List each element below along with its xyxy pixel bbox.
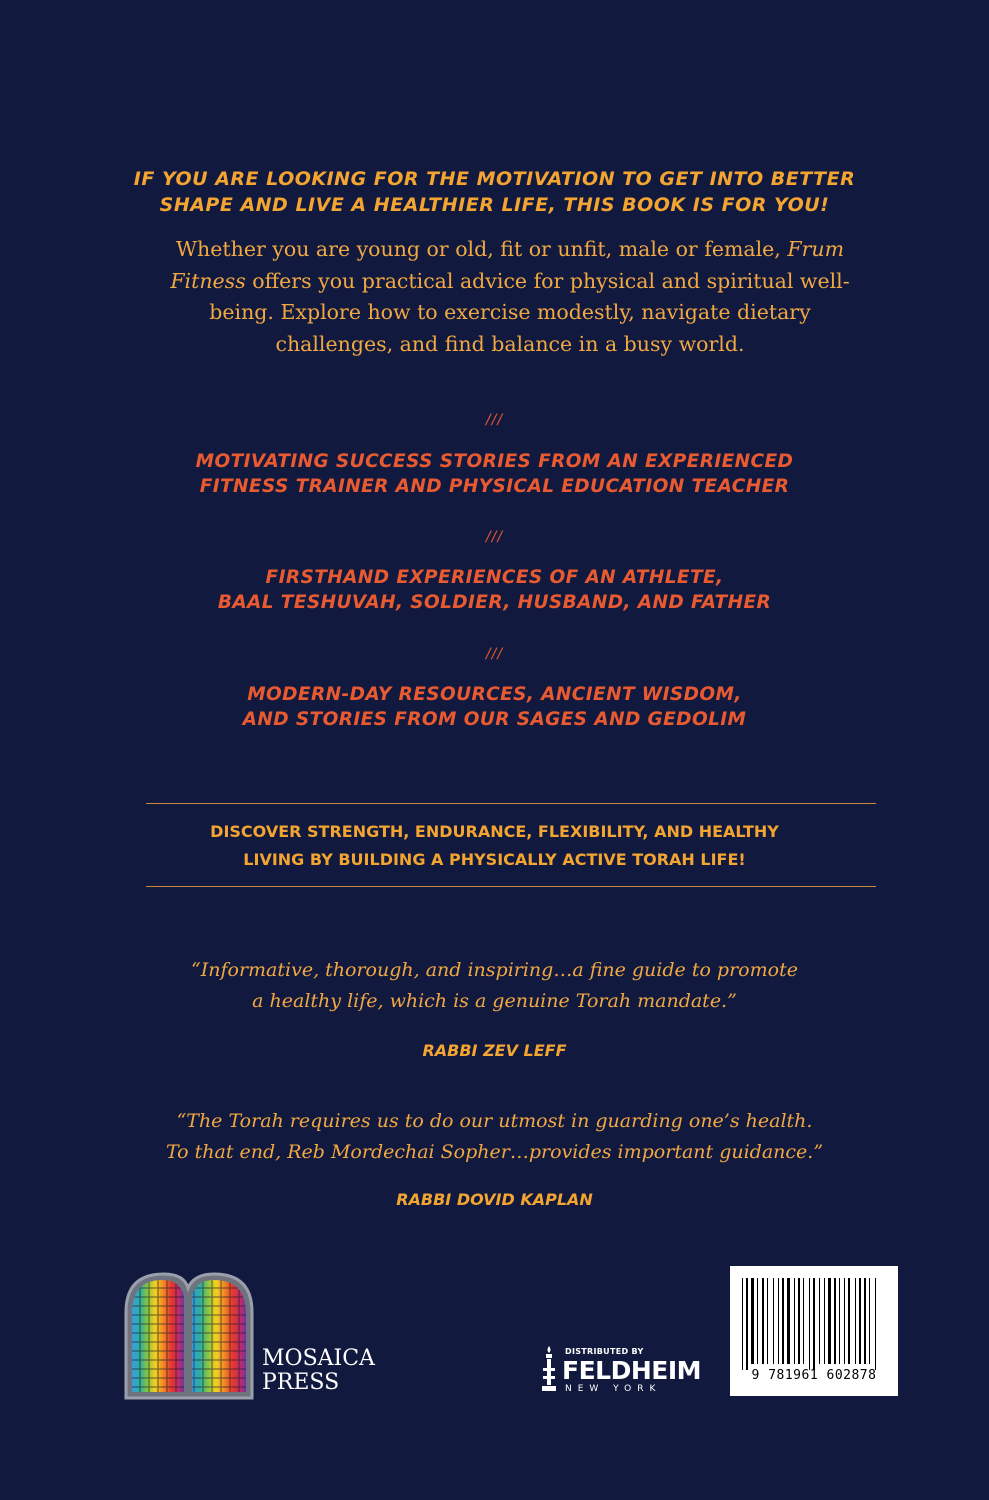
- quote-1-line-2: a healthy life, which is a genuine Torah mandate.”: [252, 990, 737, 1012]
- bullet-2-line-1: FIRSTHAND EXPERIENCES OF AN ATHLETE,: [265, 567, 724, 588]
- publisher-name-line-1: MOSAICA: [262, 1346, 375, 1371]
- quote-1-attribution: RABBI ZEV LEFF: [422, 1041, 567, 1060]
- discover-statement: [100, 818, 889, 874]
- discover-line-2: LIVING BY BUILDING A PHYSICALLY ACTIVE TORAH LIFE!: [243, 850, 746, 869]
- quote-2-line-2: To that end, Reb Mordechai Sopher…provides important guidance.”: [165, 1141, 824, 1163]
- endorsement-quote-2: [100, 1106, 889, 1168]
- separator: ///: [485, 646, 504, 662]
- intro-text-end: offers you practical advice for physical and spiritual well-being. Explore how to exercise modestly, navigate dietary challenges, and find balance in a busy world.: [209, 268, 850, 356]
- bullet-1: [100, 449, 889, 499]
- quote-2-line-1: “The Torah requires us to do our utmost in guarding one’s health.: [176, 1110, 813, 1132]
- book-title: Frum Fitness: [170, 237, 845, 293]
- intro-paragraph: [150, 234, 870, 360]
- bullet-1-line-1: MOTIVATING SUCCESS STORIES FROM AN EXPERIENCED: [195, 451, 794, 472]
- separator: ///: [485, 412, 504, 428]
- publisher-name-line-2: PRESS: [262, 1370, 340, 1395]
- bullet-2: [100, 565, 889, 615]
- headline-line-2: SHAPE AND LIVE A HEALTHIER LIFE, THIS BOOK IS FOR YOU!: [159, 194, 830, 216]
- endorsement-quote-1: [100, 955, 889, 1017]
- bullet-3-line-2: AND STORIES FROM OUR SAGES AND GEDOLIM: [242, 709, 747, 730]
- quote-2-attribution: RABBI DOVID KAPLAN: [396, 1190, 593, 1209]
- isbn-number: 9 781961 602878: [751, 1368, 877, 1383]
- bullet-3: [100, 682, 889, 732]
- quote-1-line-1: “Informative, thorough, and inspiring…a fine guide to promote: [191, 959, 798, 981]
- divider-top: [146, 803, 876, 804]
- intro-text-start: Whether you are young or old, fit or unfit, male or female,: [175, 237, 788, 261]
- discover-line-1: DISCOVER STRENGTH, ENDURANCE, FLEXIBILITY, AND HEALTHY: [210, 822, 779, 841]
- distributor-name: FELDHEIM: [562, 1356, 702, 1385]
- distributed-by-label: DISTRIBUTED BY: [565, 1347, 644, 1356]
- distributor-city: NEW YORK: [565, 1384, 662, 1394]
- bullet-1-line-2: FITNESS TRAINER AND PHYSICAL EDUCATION TEACHER: [199, 476, 790, 497]
- headline: [100, 166, 889, 218]
- separator: ///: [485, 529, 504, 545]
- publisher-name: [262, 1347, 375, 1395]
- headline-line-1: IF YOU ARE LOOKING FOR THE MOTIVATION TO GET INTO BETTER: [133, 168, 856, 190]
- divider-bottom: [146, 886, 876, 887]
- bullet-2-line-2: BAAL TESHUVAH, SOLDIER, HUSBAND, AND FATHER: [217, 592, 772, 613]
- bullet-3-line-1: MODERN-DAY RESOURCES, ANCIENT WISDOM,: [247, 684, 742, 705]
